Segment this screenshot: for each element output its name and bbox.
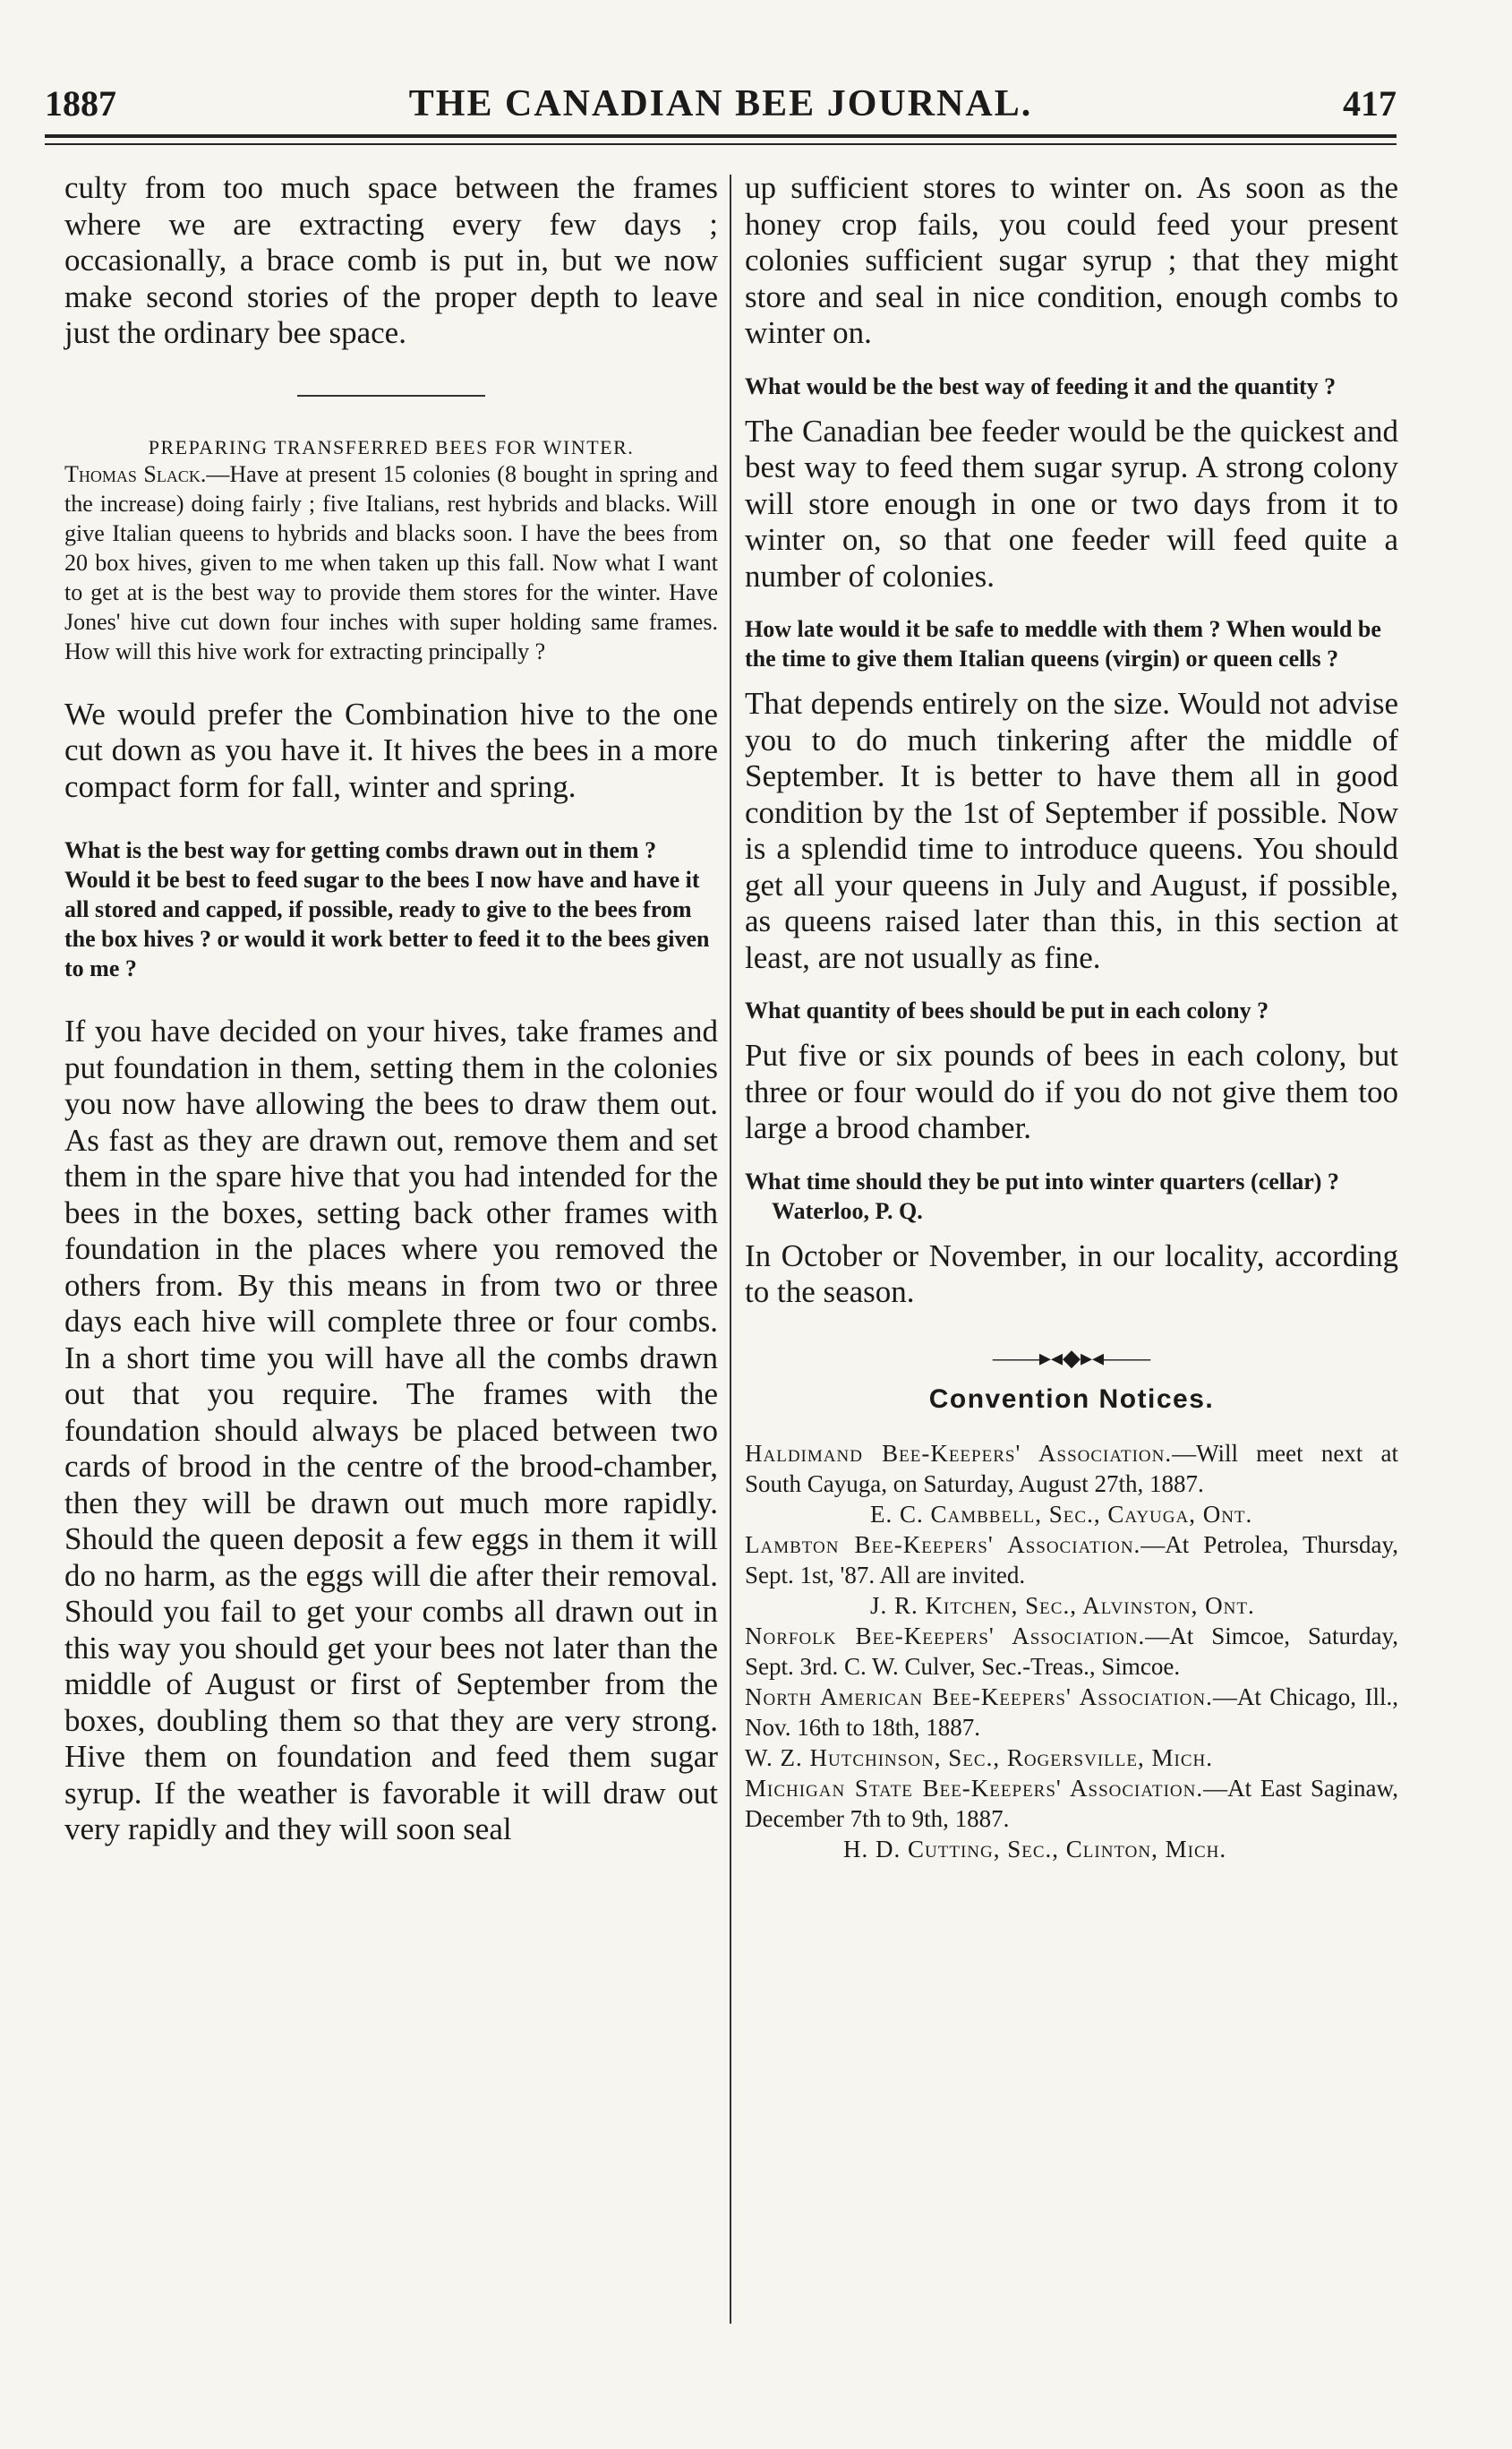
notice-details: —At Petrolea, Thursday, Sept. 1st, '87. All are invited. [745, 1530, 1398, 1588]
letter-author: Thomas Slack. [64, 460, 207, 487]
section-divider [297, 395, 485, 397]
section-heading: PREPARING TRANSFERRED BEES FOR WINTER. [148, 435, 635, 458]
notice-details: —At East Saginaw, December 7th to 9th, 1887. [745, 1774, 1399, 1832]
notice-org: Lambton Bee-Keepers' Association. [745, 1530, 1141, 1558]
notice-signature: E. C. Cambbell, Sec., Cayuga, Ont. [870, 1500, 1253, 1528]
answer-3: The Canadian bee feeder would be the quickest and best way to feed them sugar syrup. A strong colony will store enough in one or two days from it to winter on, so that one feeder will feed quite a number of colonies. [745, 413, 1398, 594]
notice-details: —At Simcoe, Saturday, Sept. 3rd. C. W. Culver, Sec.-Treas., Simcoe. [745, 1622, 1398, 1680]
question-5: What quantity of bees should be put in each colony ? [745, 998, 1269, 1023]
column-divider [730, 175, 731, 2324]
header-year: 1887 [45, 83, 116, 124]
letter-text: —Have at present 15 colonies (8 bought in spring and the increase) doing fairly ; five Italians, rest hybrids and blacks. Will give Italian queens to hybrids and blacks soon. I have the bees from 20 box hives, given to me when taken up this fall. Now what I want to get at is the best way to provide them stores for the winter. Have Jones' hive cut down four inches with super holding same frames. How will this hive work for extracting principally ? [64, 460, 718, 664]
notice-item [745, 1773, 1398, 1864]
continuation-paragraph: up sufficient stores to winter on. As soon as the honey crop fails, you could feed your present colonies sufficient sugar syrup ; that they might store and seal in nice condition, enough combs to winter on. [745, 170, 1398, 350]
notices-heading: Convention Notices. [928, 1383, 1215, 1414]
notice-signature: H. D. Cutting, Sec., Clinton, Mich. [843, 1835, 1227, 1862]
right-column [745, 170, 1398, 1864]
answer-4: That depends entirely on the size. Would not advise you to do much tinkering after the middle of September. It is better to have them all in good condition by the 1st of September if possible. Now is a splendid time to introduce queens. You should get all your queens in July and August, if possible, as queens raised later than this, in this section at least, are not usually as fine. [745, 686, 1398, 975]
notice-item [745, 1621, 1398, 1682]
header-rule-thin [45, 143, 1397, 145]
answer-2: If you have decided on your hives, take frames and put foundation in them, setting them in the colonies you now have allowing the bees to draw them out. As fast as they are drawn out, remove them and set them in the spare hive that you had intended for the bees in the boxes, setting back other frames with foundation in the places where you removed the others from. By this means in from two or three days each hive will complete three or four combs. In a short time you will have all the combs drawn out that you require. The frames with the foundation should always be placed between two cards of brood in the centre of the brood-chamber, then they will be drawn out much more rapidly. Should the queen deposit a few eggs in them it will do no harm, as the eggs will die after their removal. Should you fail to get your combs all drawn out in this way you should get your bees not later than the middle of August or first of September from the boxes, doubling them so that they are very strong. Hive them on foundation and feed them sugar syrup. If the weather is favorable it will draw out very rapidly and they will soon seal [64, 1014, 718, 1846]
notice-org: Michigan State Bee-Keepers' Association. [745, 1774, 1204, 1802]
intro-paragraph: culty from too much space between the frames where we are extracting every few days ; occasionally, a brace comb is put in, but we now make second stories of the proper depth to leave just the ordinary bee space. [64, 170, 718, 350]
answer-5: Put five or six pounds of bees in each colony, but three or four would do if you do not give them too large a brood chamber. [745, 1038, 1398, 1145]
notice-item [745, 1529, 1398, 1621]
left-column [64, 170, 718, 1848]
notice-org: Haldimand Bee-Keepers' Association. [745, 1439, 1173, 1467]
question-3: What would be the best way of feeding it and the quantity ? [745, 372, 1337, 399]
notice-item [745, 1438, 1398, 1529]
letter-signoff: Waterloo, P. Q. [772, 1197, 923, 1224]
notice-details: —At Chicago, Ill., Nov. 16th to 18th, 1887. [745, 1683, 1398, 1741]
notice-signature: J. R. Kitchen, Sec., Alvinston, Ont. [870, 1591, 1255, 1619]
page-header [45, 82, 1397, 136]
journal-title: THE CANADIAN BEE JOURNAL. [408, 83, 1033, 124]
page-number: 417 [1343, 83, 1397, 124]
notice-signature: W. Z. Hutchinson, Sec., Rogersville, Mich. [745, 1743, 1213, 1771]
notice-details: —Will meet next at South Cayuga, on Saturday, August 27th, 1887. [745, 1439, 1398, 1497]
question-6: What time should they be put into winter quarters (cellar) ? [745, 1168, 1339, 1195]
notice-org: Norfolk Bee-Keepers' Association. [745, 1622, 1146, 1649]
ornament-divider: ——▸◂◆▸◂—— [992, 1344, 1151, 1371]
notice-org: North American Bee-Keepers' Association. [745, 1683, 1213, 1710]
question-4: How late would it be safe to meddle with them ? When would be the time to give them Italian queens (virgin) or queen cells ? [745, 616, 1381, 672]
answer-1: We would prefer the Combination hive to the one cut down as you have it. It hives the bees in a more compact form for fall, winter and spring. [64, 696, 718, 804]
header-rule-thick [45, 134, 1397, 138]
notice-item [745, 1682, 1398, 1773]
answer-6: In October or November, in our locality, according to the season. [745, 1237, 1398, 1309]
question-2: What is the best way for getting combs drawn out in them ? Would it be best to feed sugar to the bees I now have and have it all stored and capped, if possible, ready to give to the bees from the box hives ? or would it work better to feed it to the bees given to me ? [64, 837, 710, 981]
notices-list [745, 1438, 1398, 1864]
reader-letter [64, 459, 718, 666]
